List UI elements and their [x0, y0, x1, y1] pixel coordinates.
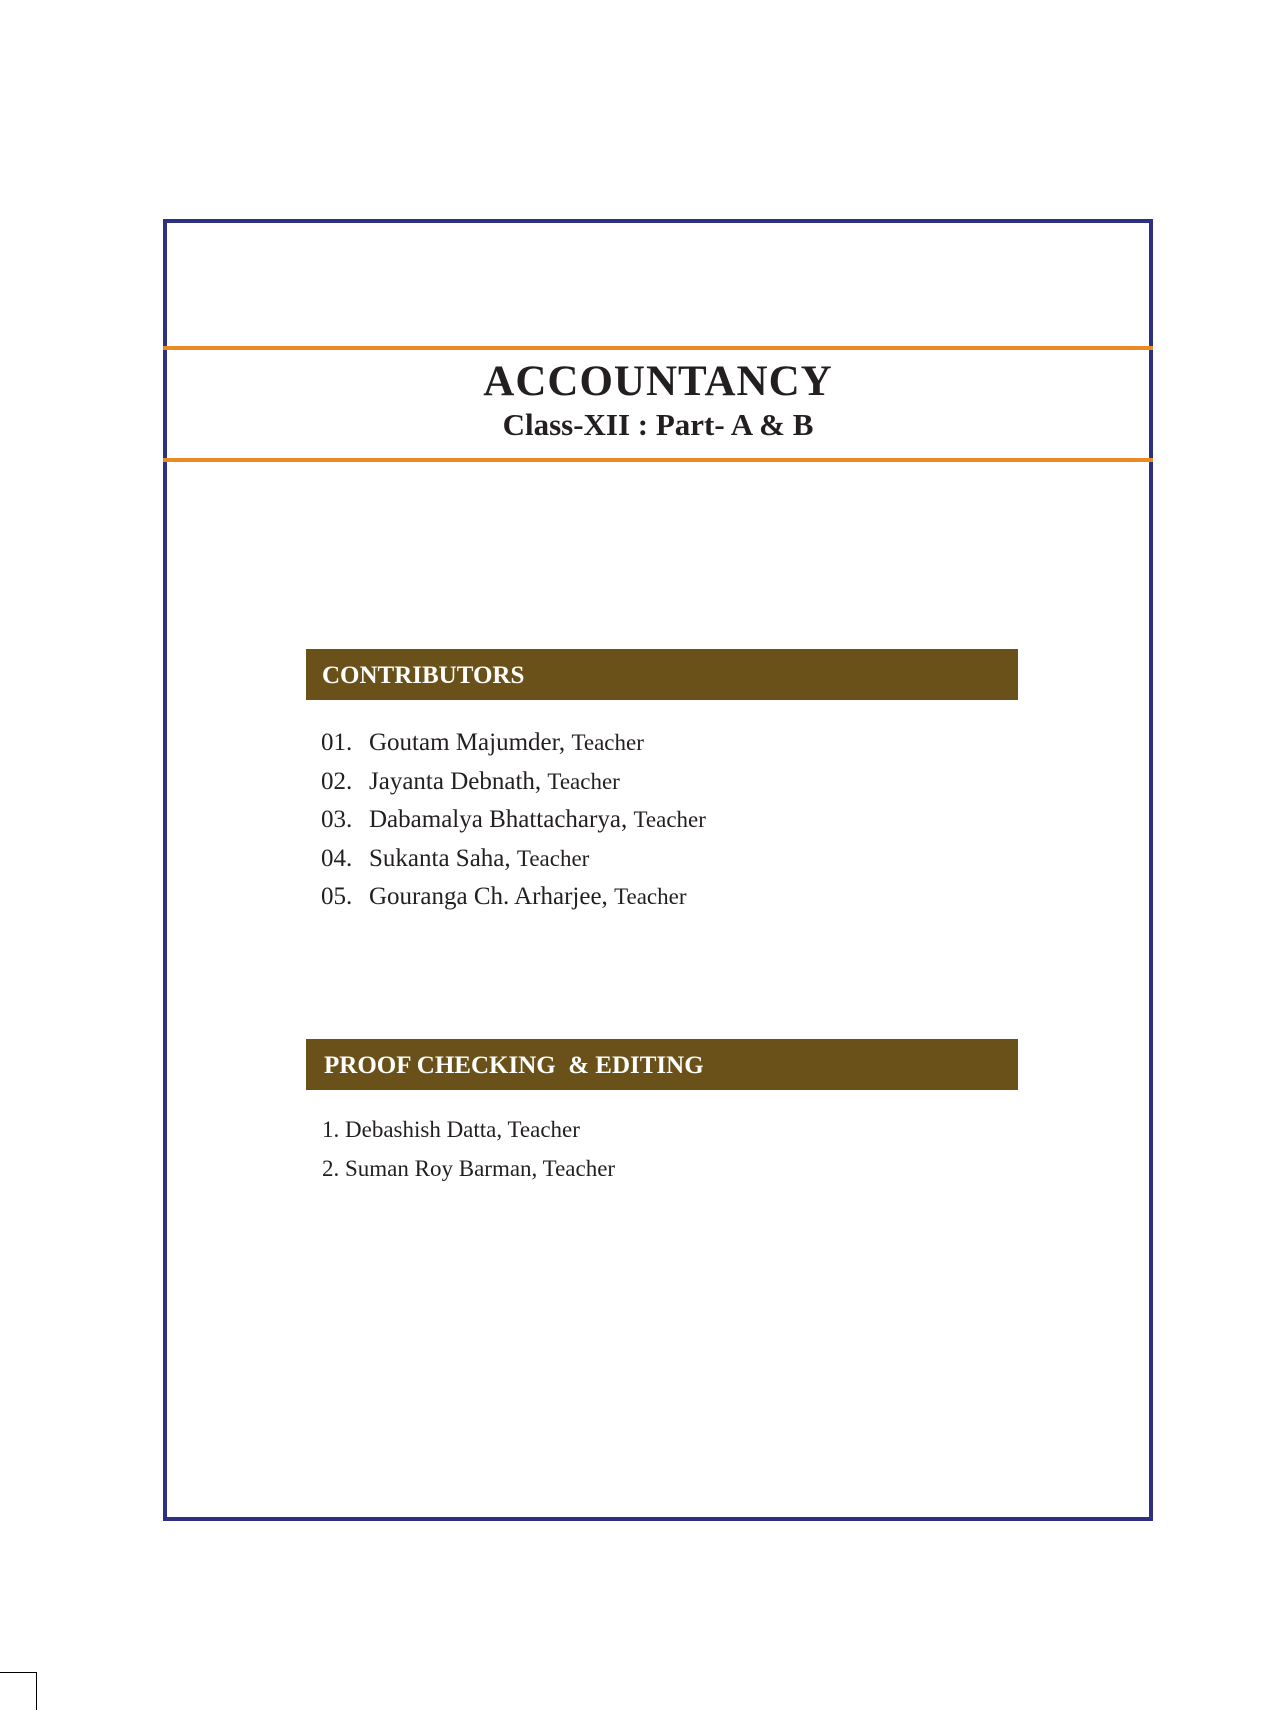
- item-number: 02.: [321, 767, 353, 795]
- proof-editing-list: [322, 1110, 615, 1188]
- contributor-role: Teacher: [547, 768, 620, 794]
- contributor-name: Jayanta Debnath,: [369, 767, 542, 795]
- title-band: [163, 346, 1153, 462]
- proof-editing-heading: PROOF CHECKING & EDITING: [306, 1039, 1018, 1090]
- contributor-role: Teacher: [614, 884, 687, 909]
- contributor-name: Gouranga Ch. Arharjee,: [369, 883, 608, 910]
- book-subtitle: Class-XII : Part- A & B: [502, 407, 814, 442]
- item-number: 01.: [321, 729, 353, 756]
- contributors-heading: CONTRIBUTORS: [306, 649, 1018, 700]
- crop-mark-horizontal: [0, 1672, 36, 1673]
- contributor-name: Goutam Majumder,: [369, 729, 566, 756]
- item-number: 05.: [321, 883, 353, 910]
- list-item: [321, 840, 706, 879]
- item-number: 04.: [321, 844, 353, 872]
- contributor-role: Teacher: [571, 730, 644, 755]
- contributor-name: Dabamalya Bhattacharya,: [369, 806, 628, 833]
- list-item: [321, 878, 706, 917]
- crop-mark-vertical: [36, 1672, 37, 1710]
- contributors-list: [321, 724, 706, 917]
- list-item: [321, 763, 706, 802]
- list-item: 1. Debashish Datta, Teacher: [322, 1117, 580, 1142]
- contributor-name: Sukanta Saha,: [369, 844, 511, 872]
- list-item: [321, 724, 706, 763]
- book-title: ACCOUNTANCY: [483, 358, 833, 405]
- item-number: 03.: [321, 806, 353, 833]
- list-item: [321, 801, 706, 840]
- contributor-role: Teacher: [516, 845, 590, 871]
- contributor-role: Teacher: [633, 807, 706, 832]
- list-item: 2. Suman Roy Barman, Teacher: [322, 1156, 616, 1181]
